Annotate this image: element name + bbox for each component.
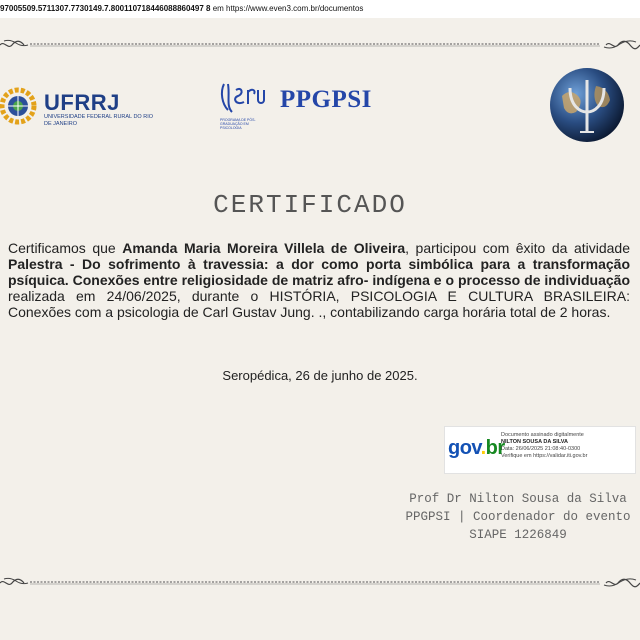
body-after-name: , participou com êxito da atividade xyxy=(405,240,630,256)
govbr-signer-name: NILTON SOUSA DA SILVA xyxy=(501,439,569,445)
place-and-date: Seropédica, 26 de junho de 2025. xyxy=(222,368,418,383)
govbr-line-signed: Documento assinado digitalmente xyxy=(501,432,584,438)
govbr-logo-dot: . xyxy=(480,437,486,459)
participant-name: Amanda Maria Moreira Villela de Oliveira xyxy=(122,240,406,256)
ufrrj-emblem-icon xyxy=(0,78,44,134)
psi-globe-icon xyxy=(548,66,626,144)
govbr-signature-details xyxy=(501,432,631,460)
signer-name: Prof Dr Nilton Sousa da Silva xyxy=(409,492,627,506)
ufrrj-logo xyxy=(0,78,154,138)
body-intro: Certificamos que xyxy=(8,240,123,256)
signature-block xyxy=(396,490,640,544)
bottom-ornamental-border xyxy=(0,576,640,590)
govbr-verify-text: Verifique em https://validar.iti.gov.br xyxy=(501,453,588,459)
govbr-sign-date: Data: 26/06/2025 21:08:40-0300 xyxy=(501,446,581,452)
ppgpsi-small-text: PROGRAMA DE PÓS-GRADUAÇÃO EM PSICOLOGIA xyxy=(220,118,256,130)
certificate-body xyxy=(8,240,630,320)
govbr-logo-gov: gov xyxy=(448,437,481,459)
certificate-title: CERTIFICADO xyxy=(213,190,407,220)
govbr-signature-stamp xyxy=(444,426,636,474)
psi-globe-logo xyxy=(548,66,626,144)
ufrrj-name: UFRRJ xyxy=(44,90,120,115)
ppgpsi-name: PPGPSI xyxy=(280,86,372,113)
ufrrj-subtitle: UNIVERSIDADE FEDERAL RURAL DO RIO DE JANEIRO xyxy=(44,114,154,127)
document-url-strip xyxy=(0,0,640,18)
top-ornamental-border xyxy=(0,38,640,52)
govbr-logo-br: br xyxy=(485,437,505,459)
signer-role: PPGPSI | Coordenador do evento xyxy=(405,510,631,524)
signer-siape: SIAPE 1226849 xyxy=(469,528,567,542)
ppgpsi-script-icon xyxy=(218,78,274,118)
document-url: em https://www.even3.com.br/documentos xyxy=(212,4,364,13)
activity-title: Palestra - Do sofrimento à travessia: a dor como porta simbólica para a transformação psíquica. Conexões entre religiosidade de matriz afro- indígena e o processo de individuação xyxy=(8,256,630,288)
ppgpsi-logo xyxy=(214,78,414,128)
govbr-logo xyxy=(448,437,505,460)
body-after-activity: realizada em 24/06/2025, durante o HISTÓRIA, PSICOLOGIA E CULTURA BRASILEIRA: Conexões com a psicologia de Carl Gustav Jung. ., contabilizando carga horária total de 2 horas. xyxy=(8,288,630,320)
document-code: 97005509.5711307.7730149.7.800110718446088860497 8 xyxy=(0,4,211,13)
